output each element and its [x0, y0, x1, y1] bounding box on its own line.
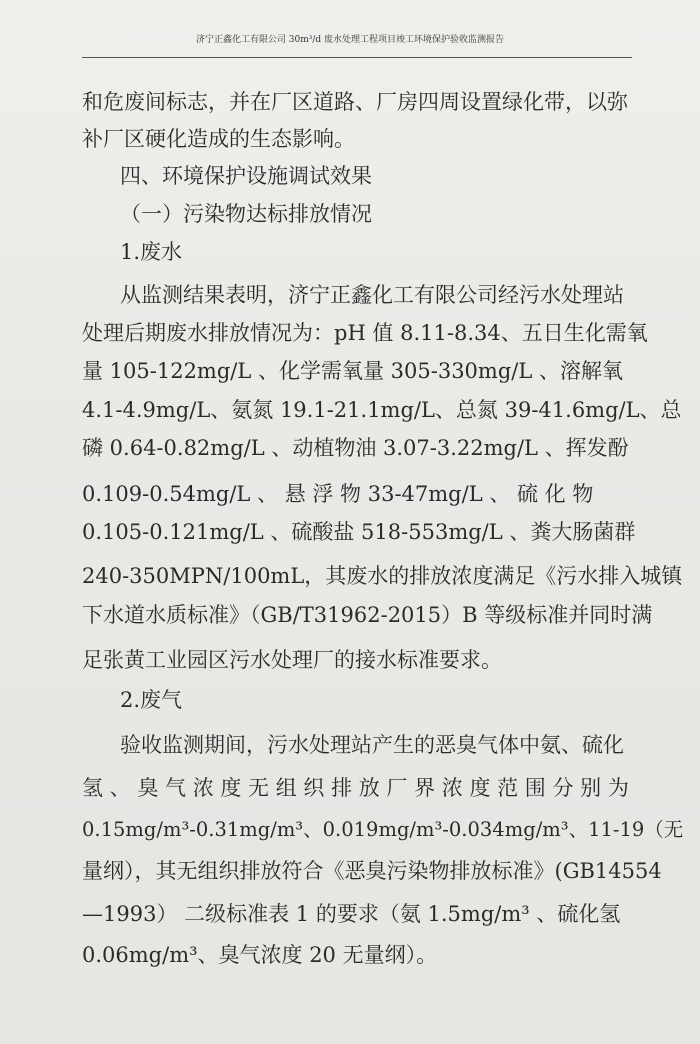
paragraph-line: 0.109-0.54mg/L 、 悬 浮 物 33-47mg/L 、 硫 化 物: [82, 482, 594, 506]
paragraph-line: 0.06mg/m³、臭气浓度 20 无量纲）。: [82, 943, 438, 967]
paragraph-line: 足张黄工业园区污水处理厂的接水标准要求。: [82, 648, 502, 672]
paragraph-line: 0.105-0.121mg/L 、硫酸盐 518-553mg/L 、粪大肠菌群: [82, 520, 636, 544]
paragraph-line: 240-350MPN/100mL，其废水的排放浓度满足《污水排入城镇: [82, 564, 683, 588]
paragraph-line: 氢 、 臭 气 浓 度 无 组 织 排 放 厂 界 浓 度 范 围 分 别 为: [82, 776, 629, 800]
paragraph-line: —1993） 二级标准表 1 的要求（氨 1.5mg/m³ 、硫化氢: [82, 902, 621, 926]
paragraph-line: 量纲），其无组织排放符合《恶臭污染物排放标准》(GB14554: [82, 859, 662, 883]
header-divider: [82, 57, 632, 58]
paragraph-line: 4.1-4.9mg/L、氨氮 19.1-21.1mg/L、总氮 39-41.6mg/L、总: [82, 398, 682, 422]
paragraph-line: 量 105-122mg/L 、化学需氧量 305-330mg/L 、溶解氧: [82, 359, 623, 383]
page-header-title: 济宁正鑫化工有限公司 30m³/d 废水处理工程项目竣工环境保护验收监测报告: [195, 35, 505, 45]
paragraph-line: 0.15mg/m³-0.31mg/m³、0.019mg/m³-0.034mg/m³、11-19（无: [82, 818, 684, 841]
paragraph-line: 验收监测期间，污水处理站产生的恶臭气体中氨、硫化: [120, 733, 624, 757]
paragraph-line: 处理后期废水排放情况为：pH 值 8.11-8.34、五日生化需氧: [82, 321, 648, 345]
item-heading: 1.废水: [120, 240, 183, 264]
paragraph-line: 从监测结果表明，济宁正鑫化工有限公司经污水处理站: [120, 283, 624, 307]
paragraph-line: 下水道水质标准》（GB/T31962-2015）B 等级标准并同时满: [82, 603, 653, 627]
paragraph-line: 和危废间标志，并在厂区道路、厂房四周设置绿化带，以弥: [82, 90, 628, 114]
item-heading: 2.废气: [120, 688, 183, 712]
paragraph-line: 磷 0.64-0.82mg/L 、动植物油 3.07-3.22mg/L 、挥发酚: [82, 436, 629, 460]
subsection-heading: （一）污染物达标排放情况: [120, 202, 372, 226]
section-heading: 四、环境保护设施调试效果: [120, 164, 372, 188]
paragraph-line: 补厂区硬化造成的生态影响。: [82, 127, 355, 151]
